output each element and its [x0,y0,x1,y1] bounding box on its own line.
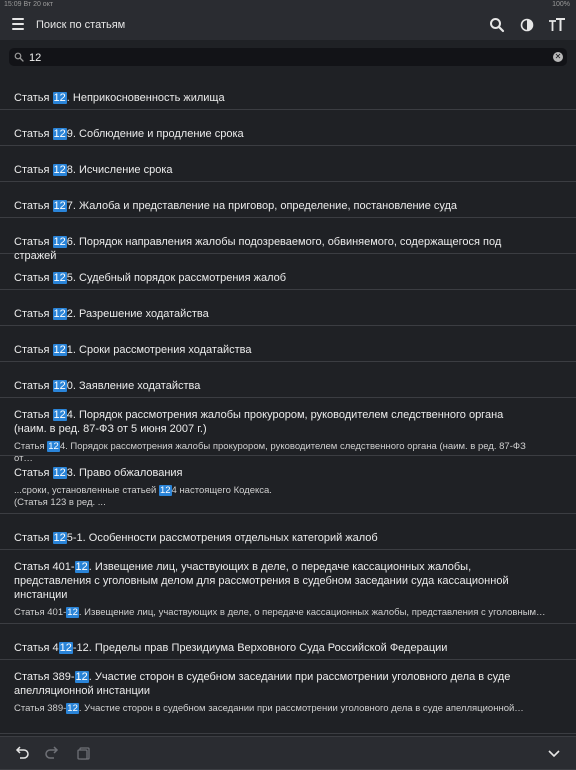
search-bar [0,40,576,74]
text-segment: Статья [14,236,53,248]
result-item[interactable] [0,660,576,734]
result-title [14,91,562,105]
text-segment: 4. Порядок рассмотрения жалобы прокурором, руководителем следственного органа (наим. в ред. 87-ФЗ от… [14,441,526,464]
text-segment: . Неприкосновенность жилища [66,92,225,104]
match-highlight: 12 [53,236,66,248]
text-segment: Статья 389- [14,671,75,683]
status-time-date [4,1,53,8]
result-item[interactable] [0,146,576,182]
text-segment: Статья [14,532,53,544]
match-highlight: 12 [48,441,59,452]
result-item[interactable] [0,362,576,398]
result-item[interactable] [0,74,576,110]
result-snippet [14,607,562,619]
result-title [14,271,562,285]
text-segment: Статья [14,308,53,320]
result-title [14,531,562,545]
result-item[interactable] [0,456,576,514]
result-item[interactable] [0,110,576,146]
result-item[interactable] [0,398,576,464]
text-segment: Статья [14,441,48,452]
text-segment: Статья 401- [14,607,67,618]
match-highlight: 12 [53,92,66,104]
result-item[interactable] [0,550,576,624]
text-segment: ...сроки, установленные статьей [14,485,159,496]
result-item[interactable] [0,514,576,550]
match-highlight: 12 [53,164,66,176]
text-segment: 1. Сроки рассмотрения ходатайства [66,344,252,356]
text-segment: 8. Исчисление срока [66,164,173,176]
match-highlight: 12 [53,532,66,544]
match-highlight: 12 [67,607,78,618]
result-title [14,127,562,141]
text-segment: 2. Разрешение ходатайства [66,308,209,320]
result-title [14,343,562,357]
text-segment: Статья [14,467,53,479]
text-segment: Статья [14,344,53,356]
redo-icon[interactable] [44,745,60,761]
match-highlight: 12 [53,272,66,284]
status-date: Вт 20 окт [23,1,54,8]
text-segment: Статья 401- [14,561,75,573]
result-item[interactable] [0,624,576,660]
text-size-icon[interactable] [548,16,566,34]
result-item[interactable] [0,182,576,218]
text-segment: Статья 4 [14,642,59,654]
text-segment: 0. Заявление ходатайства [66,380,201,392]
match-highlight: 12 [53,128,66,140]
text-segment: 5-1. Особенности рассмотрения отдельных категорий жалоб [66,532,378,544]
search-field-icon [14,52,24,62]
status-battery: 100% [552,1,570,8]
status-time: 15:09 [4,1,22,8]
result-item[interactable] [0,254,576,290]
text-segment: 4 настоящего Кодекса. (Статья 123 в ред. ... [14,485,272,508]
text-segment: Статья [14,409,53,421]
result-title [14,199,562,213]
match-highlight: 12 [67,703,78,714]
result-title [14,670,562,698]
text-segment: . Участие сторон в судебном заседании при рассмотрении уголовного дела в суде апелляционной… [78,703,524,714]
text-segment: Статья [14,92,53,104]
contrast-icon[interactable] [518,16,536,34]
clipboard-icon[interactable] [76,745,92,761]
result-title [14,641,562,655]
result-snippet [14,485,562,509]
text-segment: 5. Судебный порядок рассмотрения жалоб [66,272,287,284]
match-highlight: 12 [75,671,88,683]
text-segment: . Участие сторон в судебном заседании при рассмотрении уголовного дела в суде апелляционной инстанции [14,671,511,697]
text-segment: . Извещение лиц, участвующих в деле, о передаче кассационных жалобы, представления с уголовным… [78,607,546,618]
results-list [0,74,576,736]
text-segment: . Извещение лиц, участвующих в деле, о передаче кассационных жалобы, представления с уголовным делом для рассмотрения в судебном заседании суда кассационной инстанции [14,561,509,601]
result-title [14,408,562,436]
search-input[interactable] [27,49,551,67]
result-item[interactable] [0,290,576,326]
text-segment: 4. Порядок рассмотрения жалобы прокурором, руководителем следственного органа (наим. в ред. 87-ФЗ от 5 июня 2007 г.) [14,409,504,435]
result-item[interactable] [0,218,576,262]
text-segment: -12. Пределы прав Президиума Верховного Суда Российской Федерации [72,642,448,654]
result-title [14,307,562,321]
result-title [14,163,562,177]
menu-icon[interactable] [12,18,24,30]
status-bar [0,0,576,10]
clear-icon[interactable]: ✕ [554,52,562,61]
match-highlight: 12 [53,409,66,421]
chevron-down-icon[interactable] [546,745,562,761]
text-segment: Статья [14,272,53,284]
text-segment: 7. Жалоба и представление на приговор, определение, постановление суда [66,200,458,212]
match-highlight: 12 [59,642,72,654]
match-highlight: 12 [53,308,66,320]
match-highlight: 12 [159,485,171,496]
result-snippet [14,703,562,715]
page-title: Поиск по статьям [36,19,126,31]
text-segment: Статья [14,380,53,392]
match-highlight: 12 [53,344,66,356]
text-segment: Статья 389- [14,703,67,714]
text-segment: 9. Соблюдение и продление срока [66,128,244,140]
result-title [14,379,562,393]
text-segment: 3. Право обжалования [66,467,183,479]
match-highlight: 12 [75,561,88,573]
match-highlight: 12 [53,467,66,479]
search-field[interactable] [9,48,567,66]
match-highlight: 12 [53,200,66,212]
result-title [14,466,562,480]
match-highlight: 12 [53,380,66,392]
result-item[interactable] [0,326,576,362]
search-icon[interactable] [488,16,506,34]
result-title [14,560,562,602]
text-segment: Статья [14,200,53,212]
app-bar [0,10,576,40]
text-segment: Статья [14,128,53,140]
undo-icon[interactable] [14,745,30,761]
text-segment: Статья [14,164,53,176]
text-segment: 6. Порядок направления жалобы подозреваемого, обвиняемого, содержащегося под стражей [14,236,502,262]
bottom-toolbar [0,736,576,769]
